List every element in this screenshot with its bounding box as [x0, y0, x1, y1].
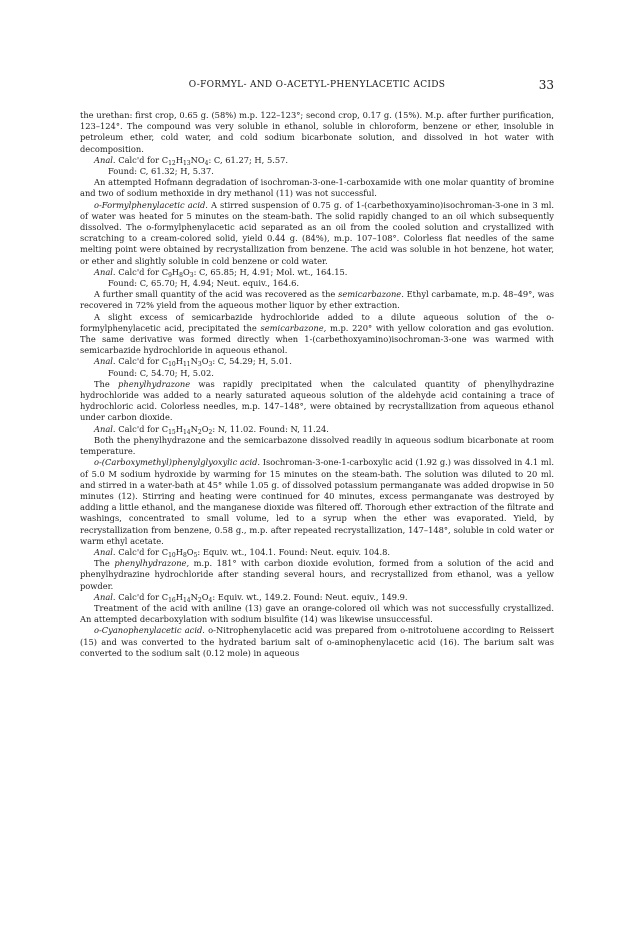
formula-text: H [175, 423, 183, 434]
formula-text: : Equiv. wt., 149.2. Found: Neut. equiv., 149.9. [212, 591, 408, 602]
analysis-calculated [80, 267, 554, 278]
anal-label: Anal. [94, 546, 116, 557]
formula-subscript: 5 [193, 551, 198, 559]
formula-subscript: 3 [208, 361, 213, 369]
paragraph-text: was rapidly precipitated when the calculated quantity of phenylhydrazine hydrochloride was added to a nearly saturated aqueous solution of the aldehyde acid containing a trace of hydrochloric acid. Colorless needles, m.p. 147–148°, were obtained by recrystallization from aqueous ethanol under carbon dioxide. [80, 378, 554, 423]
anal-label: Anal. [94, 423, 116, 434]
formula-text: O [201, 356, 209, 367]
formula-text: H [175, 356, 183, 367]
paragraph-text: Ethyl carbamate, m.p. 48–49°, was recovered in 72% yield from the aqueous mother liquor by ether extraction. [80, 289, 554, 311]
analysis-found: Found: C, 65.70; H, 4.94; Neut. equiv., 164.6. [108, 278, 300, 289]
analysis-calculated [80, 592, 554, 603]
paragraph [80, 312, 554, 357]
paragraph [80, 558, 554, 592]
formula-subscript: 13 [182, 159, 191, 167]
formula-subscript: 14 [182, 596, 191, 604]
paragraph-text: A further small quantity of the acid was recovered as the [94, 289, 336, 300]
formula-subscript: 10 [168, 551, 176, 559]
formula-subscript: 10 [168, 361, 176, 369]
paragraph-text: The [94, 558, 110, 569]
paragraph [80, 289, 554, 311]
anal-label: Anal. [94, 591, 116, 602]
formula-text: H [175, 154, 183, 165]
paragraph-text: A slight excess of semicarbazide hydrochloride added to a dilute aqueous solution of the o-formylphenylacetic acid, precipitated the [80, 311, 554, 333]
formula-text: Calc'd for C [118, 154, 169, 165]
section-title: o-Formylphenylacetic acid. [94, 199, 208, 210]
analysis-calculated [80, 424, 554, 435]
formula-text: N [190, 423, 198, 434]
running-header [80, 80, 554, 96]
formula-subscript: 8 [179, 271, 183, 279]
formula-text: : C, 61.27; H, 5.57. [208, 154, 289, 165]
body-text [80, 110, 554, 659]
italic-term: semicarbazone. [338, 289, 404, 300]
paragraph-text: Isochroman-3-one-1-carboxylic acid (1.92 g.) was dissolved in 4.1 ml. of 5.0 M sodium hydroxide by warming for 15 minutes on the steam-bath. The solution was diluted to 20 ml. and stirred in a water-bath at 45° while 1.05 g. of dissolved potassium permanganate was added dropwise in 50 minutes (12). Stirring and heating were continued for 40 minutes, excess permanganate was destroyed by adding a little ethanol, and the manganese dioxide was filtered off. Thorough ether extraction of the filtrate and washings, concentrated to small volume, led to a syrup when the ether was evaporated. Yield, by recrystallization from benzene, 0.58 g., m.p. after repeated recrystallization, 147–148°, soluble in cold water or warm ethyl acetate. [80, 457, 555, 546]
section-title: o-(Carboxymethyl)phenylglyoxylic acid. [94, 457, 261, 468]
anal-label: Anal. [94, 356, 116, 367]
analysis-calculated [80, 547, 554, 558]
formula-subscript: 3 [189, 271, 194, 279]
paragraph-text: m.p. 181° with carbon dioxide evolution, formed from a solution of the acid and phenylhydrazine hydrochloride after standing several hours, and recrystallized from ethanol, was a yellow powder. [80, 558, 554, 591]
anal-label: Anal. [94, 154, 116, 165]
paragraph [80, 625, 554, 659]
analysis-found: Found: C, 61.32; H, 5.37. [108, 166, 214, 177]
formula-subscript: 2 [197, 596, 202, 604]
paragraph: Treatment of the acid with aniline (13) gave an orange-colored oil which was not successfully crystallized. An attempted decarboxylation with sodium bisulfite (14) was likewise unsuccessful. [80, 602, 554, 625]
formula-text: : N, 11.02. Found: N, 11.24. [212, 423, 329, 434]
formula-subscript: 4 [208, 596, 213, 604]
formula-subscript: 16 [168, 596, 176, 604]
formula-text: O [201, 423, 209, 434]
formula-text: H [175, 546, 183, 557]
formula-text: Calc'd for C [118, 546, 169, 557]
formula-subscript: 9 [168, 271, 172, 279]
paragraph [80, 379, 554, 424]
paragraph-text: A stirred suspension of 0.75 g. of 1-(carbethoxyamino)isochroman-3-one in 3 ml. of water was heated for 5 minutes on the steam-bath. The solid rapidly changed to an oil which subsequently dissolved. The o-formylphenylacetic acid separated as an oil from the cooled solution and crystallized with scratching to a cream-colored solid, yield 0.44 g. (84%), m.p. 107–108°. Colorless flat needles of the same melting point were obtained by recrystallization from benzene. The acid was soluble in hot benzene, hot water, or ether and slightly soluble in cold benzene or cold water. [80, 199, 554, 266]
italic-term: phenylhydrazone [118, 378, 191, 389]
formula-text: : Equiv. wt., 104.1. Found: Neut. equiv. 104.8. [197, 546, 391, 557]
formula-text: NO [190, 154, 205, 165]
italic-term: phenylhydrazone, [114, 558, 190, 569]
formula-subscript: 3 [197, 361, 202, 369]
formula-subscript: 12 [168, 159, 176, 167]
formula-subscript: 2 [208, 428, 213, 436]
section-title: o-Cyanophenylacetic acid. [94, 625, 205, 636]
paragraph: An attempted Hofmann degradation of isochroman-3-one-1-carboxamide with one molar quantity of bromine and two of sodium methoxide in dry methanol (11) was not successful. [80, 177, 554, 199]
formula-text: Calc'd for C [118, 423, 169, 434]
formula-subscript: 14 [182, 428, 191, 436]
formula-subscript: 15 [168, 428, 176, 436]
paragraph [80, 200, 554, 267]
formula-text: N [190, 591, 198, 602]
formula-subscript: 2 [197, 428, 202, 436]
paragraph-text: The [94, 378, 110, 389]
formula-subscript: 4 [204, 159, 209, 167]
formula-subscript: 11 [182, 361, 191, 369]
formula-text: N [190, 356, 198, 367]
formula-subscript: 8 [182, 551, 187, 559]
paragraph-text: m.p. 220° with yellow coloration and gas evolution. The same derivative was formed directly when 1-(carbethoxyamino)isochroman-3-one was warmed with semicarbazide hydrochloride in aqueous ethanol. [80, 322, 554, 356]
formula-text: O [201, 591, 209, 602]
formula-text: H [175, 591, 183, 602]
paragraph: Both the phenylhydrazone and the semicarbazone dissolved readily in aqueous sodium bicarbonate at room temperature. [80, 434, 554, 457]
analysis-found: Found: C, 54.70; H, 5.02. [108, 367, 214, 378]
paragraph [80, 457, 554, 547]
analysis-calculated [80, 356, 554, 367]
formula-text: Calc'd for C [118, 356, 169, 367]
formula-text: O [186, 546, 194, 557]
anal-label: Anal. [94, 266, 116, 277]
page-number: 33 [538, 78, 554, 92]
formula-text: : C, 65.85; H, 4.91; Mol. wt., 164.15. [193, 266, 348, 277]
formula-text: : C, 54.29; H, 5.01. [212, 356, 292, 367]
formula-text: Calc'd for C [118, 591, 169, 602]
paragraph-text: o-Nitrophenylacetic acid was prepared from o-nitrotoluene according to Reissert (15) and was converted to the hydrated barium salt of o-aminophenylacetic acid (16). The barium salt was converted to the sodium salt (0.12 mole) in aqueous [80, 625, 555, 658]
paragraph: the urethan: first crop, 0.65 g. (58%) m.p. 122–123°; second crop, 0.17 g. (15%). M.p. after further purification, 123–124°. The compound was very soluble in ethanol, soluble in chloroform, benzene or ether, insoluble in petroleum ether, cold water, and cold sodium bicarbonate solution, and dissolved in hot water with decomposition. [80, 110, 554, 154]
formula-text: H [171, 266, 180, 277]
running-title: O-FORMYL- AND O-ACETYL-PHENYLACETIC ACIDS [188, 80, 446, 90]
formula-text: Calc'd for C [118, 266, 169, 277]
italic-term: semicarbazone, [260, 322, 327, 333]
analysis-calculated [80, 155, 554, 166]
formula-text: O [182, 266, 190, 277]
